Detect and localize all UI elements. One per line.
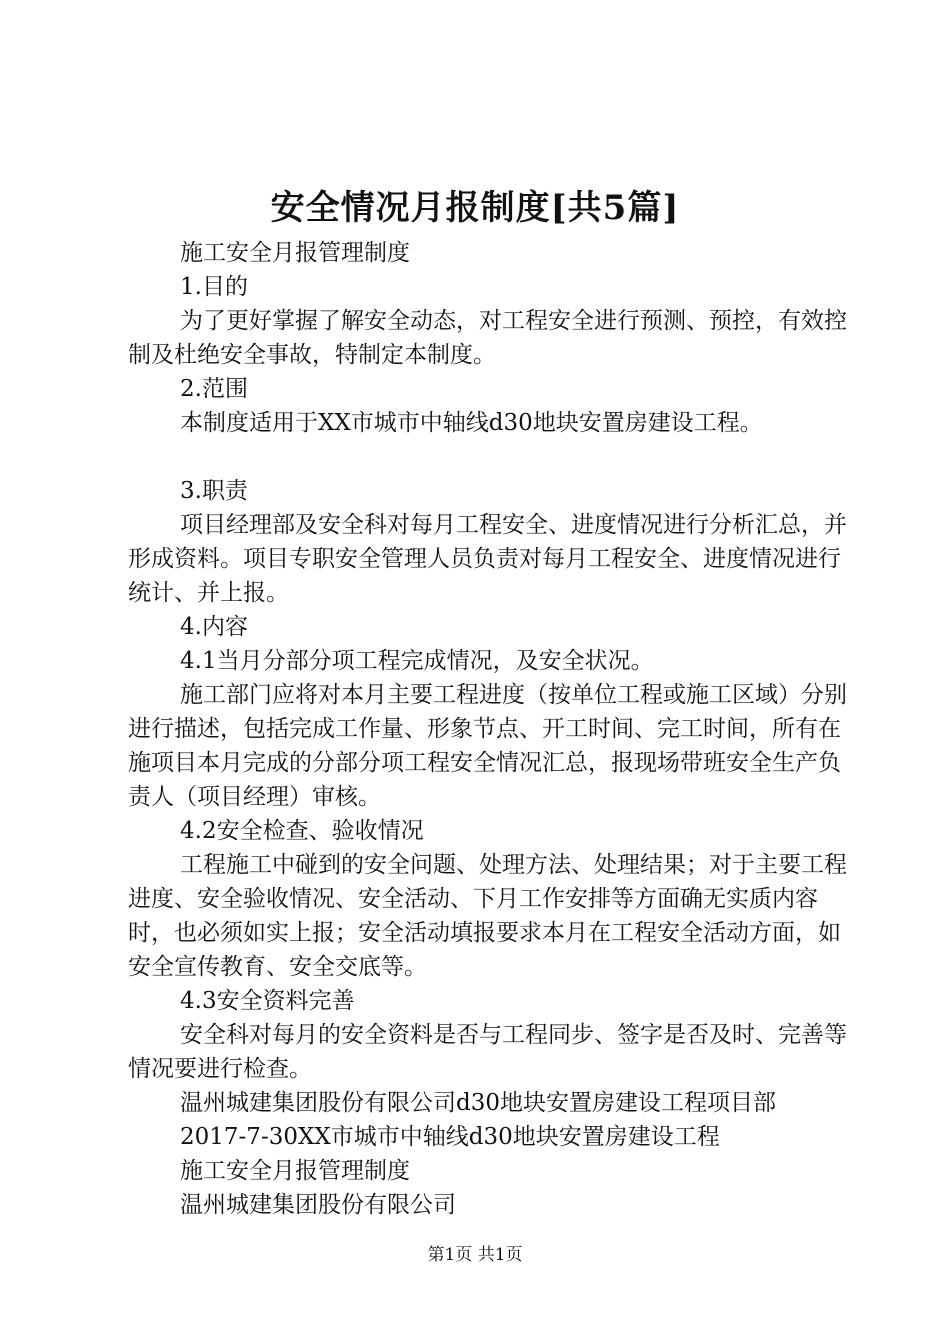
subsection-heading-4-3: 4.3安全资料完善 <box>180 988 355 1014</box>
section-heading-content: 4.内容 <box>180 614 248 640</box>
paragraph-spacer <box>128 440 848 474</box>
signature-date-project: 2017-7-30XX市城市中轴线d30地块安置房建设工程 <box>180 1124 720 1150</box>
subsection-heading-4-2: 4.2安全检查、验收情况 <box>180 818 424 844</box>
paragraph-4-2: 工程施工中碰到的安全问题、处理方法、处理结果；对于主要工程进度、安全验收情况、安全活动、下月工作安排等方面确无实质内容时，也必须如实上报；安全活动填报要求本月在工程安全活动方面，如安全宣传教育、安全交底等。 <box>128 852 847 980</box>
section-heading-duties: 3.职责 <box>180 478 248 504</box>
paragraph-scope: 本制度适用于XX市城市中轴线d30地块安置房建设工程。 <box>180 410 763 436</box>
signature-company: 温州城建集团股份有限公司 <box>180 1192 456 1218</box>
signature-company-project: 温州城建集团股份有限公司d30地块安置房建设工程项目部 <box>180 1090 776 1116</box>
document-body <box>128 236 848 1222</box>
document-title: 安全情况月报制度[共5篇] <box>270 188 680 228</box>
signature-document-name: 施工安全月报管理制度 <box>180 1158 410 1184</box>
section-heading-purpose: 1.目的 <box>180 274 248 300</box>
paragraph-4-3: 安全科对每月的安全资料是否与工程同步、签字是否及时、完善等情况要进行检查。 <box>128 1022 847 1082</box>
section-heading-scope: 2.范围 <box>180 376 248 402</box>
paragraph-4-1: 施工部门应将对本月主要工程进度（按单位工程或施工区域）分别进行描述，包括完成工作量、形象节点、开工时间、完工时间，所有在施项目本月完成的分部分项工程安全情况汇总，报现场带班安全生产负责人（项目经理）审核。 <box>128 682 847 810</box>
paragraph-duties: 项目经理部及安全科对每月工程安全、进度情况进行分析汇总，并形成资料。项目专职安全管理人员负责对每月工程安全、进度情况进行统计、并上报。 <box>128 512 847 606</box>
page-footer: 第1页 共1页 <box>427 1245 523 1265</box>
paragraph-purpose: 为了更好掌握了解安全动态，对工程安全进行预测、预控，有效控制及杜绝安全事故，特制定本制度。 <box>128 308 847 368</box>
paragraph-heading: 施工安全月报管理制度 <box>180 240 410 266</box>
subsection-heading-4-1: 4.1当月分部分项工程完成情况，及安全状况。 <box>180 648 654 674</box>
